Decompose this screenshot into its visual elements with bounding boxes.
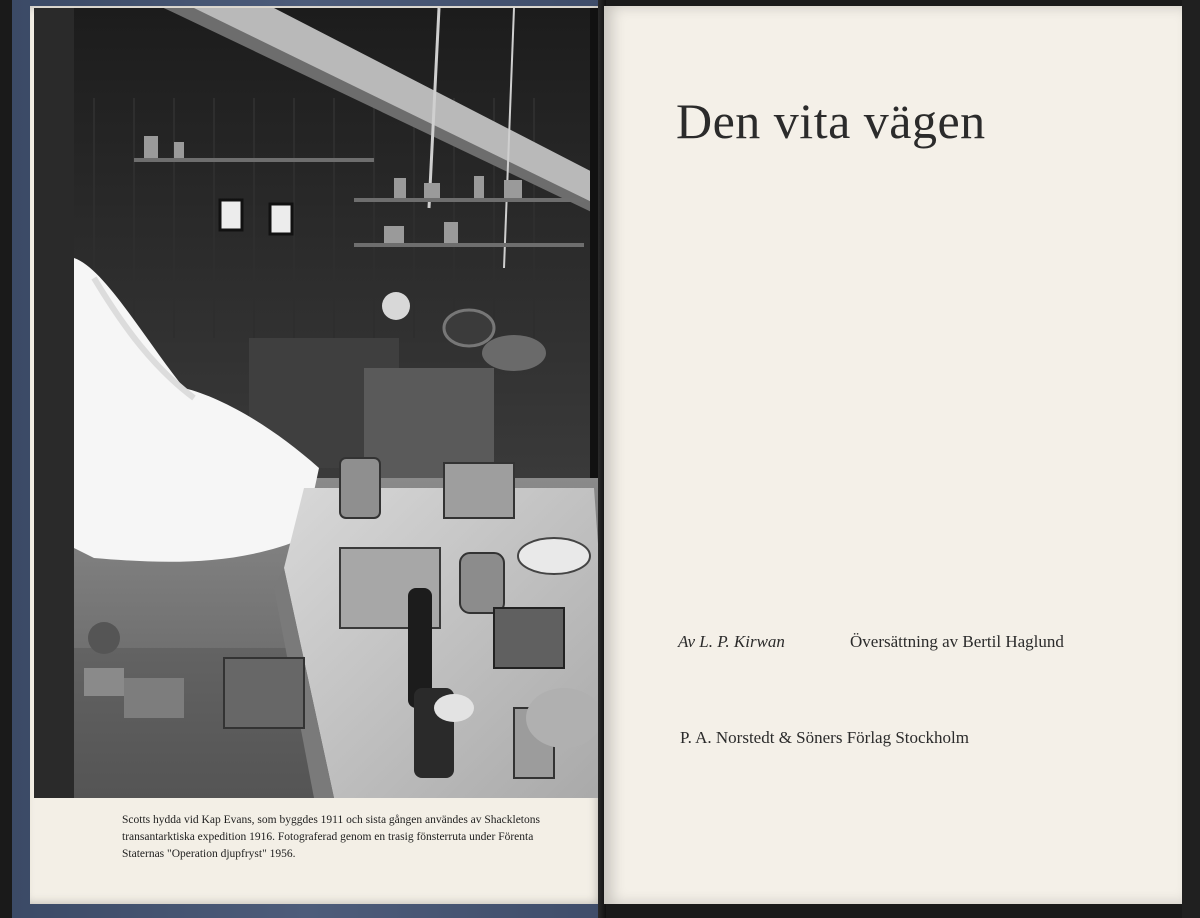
publisher-line: P. A. Norstedt & Söners Förlag Stockholm xyxy=(680,728,970,747)
photo-caption: Scotts hydda vid Kap Evans, som byggdes 1911 och sista gången användes av Shackletons transantarktiska expedition 1916. Fotograferad genom en trasig fönsterruta under Förenta Staternas "Operation djupfryst" 1956. xyxy=(122,814,540,860)
translator-credit: Översättning av Bertil Haglund xyxy=(850,632,1064,651)
hut-interior-photo xyxy=(34,8,604,798)
author-credit: Av L. P. Kirwan xyxy=(678,632,785,651)
book-title: Den vita vägen xyxy=(676,93,986,149)
book-cover-right xyxy=(1182,0,1200,918)
